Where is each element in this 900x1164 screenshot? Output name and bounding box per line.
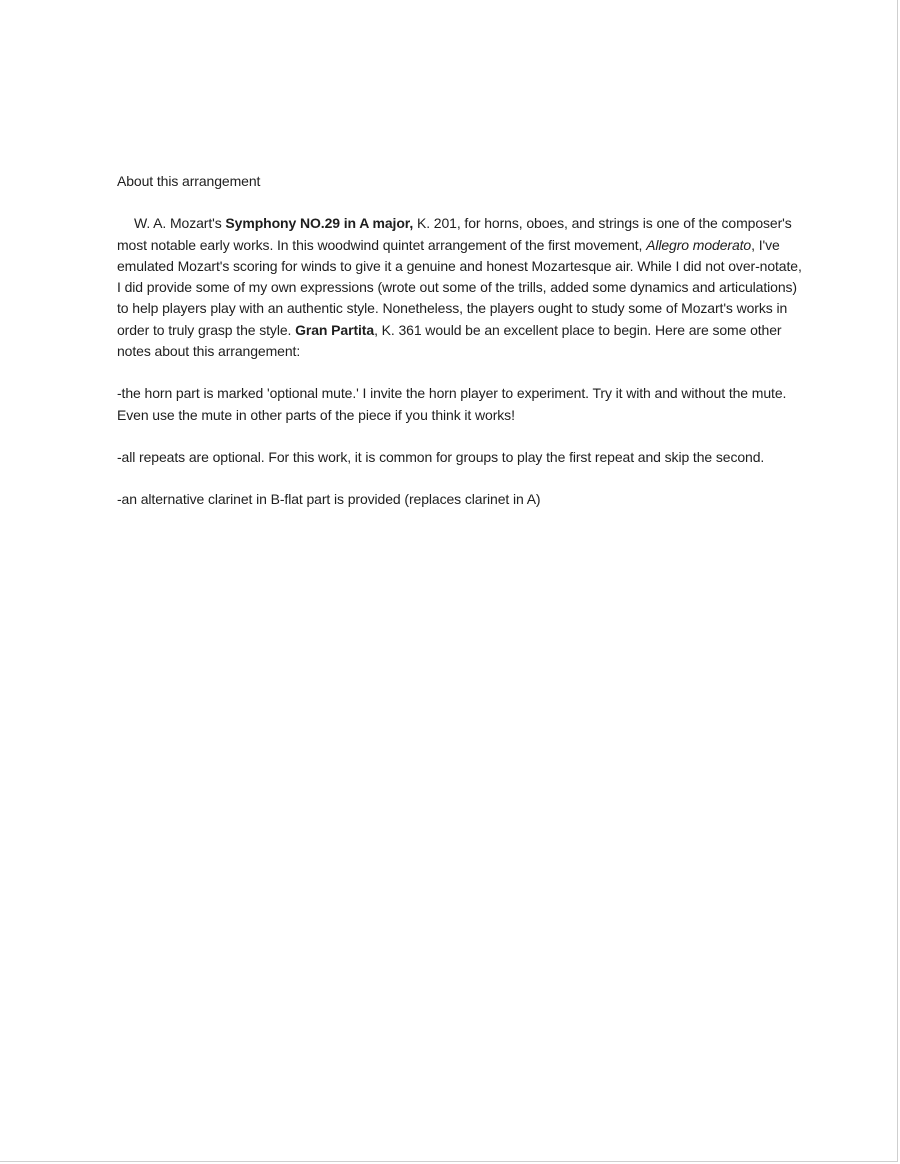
- note-repeats: -all repeats are optional. For this work, it is common for groups to play the first repeat and skip the second.: [117, 448, 765, 465]
- intro-text-2: K. 201, for horns, oboes, and strings is one of the composer's most notable early works. In this woodwind quintet arrangement of the first movement,: [117, 215, 792, 253]
- intro-paragraph: [117, 213, 807, 362]
- gran-partita-title: Gran Partita: [295, 321, 375, 338]
- note-horn-mute: -the horn part is marked 'optional mute.' I invite the horn player to experiment. Try it with and without the mute. Even use the mute in other parts of the piece if you think it works!: [117, 385, 787, 423]
- note-clarinet: -an alternative clarinet in B-flat part is provided (replaces clarinet in A): [117, 491, 541, 508]
- intro-text-1: W. A. Mozart's: [134, 215, 226, 232]
- intro-text-4: , K. 361 would be an excellent place to begin. Here are some other notes about this arrangement:: [117, 321, 782, 360]
- movement-title: Allegro moderato: [646, 236, 752, 253]
- document-body: [117, 171, 807, 532]
- intro-text-3: , I've emulated Mozart's scoring for winds to give it a genuine and honest Mozartesque air. While I did not over-notate, I did provide some of my own expressions (wrote out some of the trills, added some dynamics and articulations) to help players play with an authentic style. Nonetheless, the players ought to study some of Mozart's works in order to truly grasp the style.: [117, 236, 802, 338]
- section-heading: About this arrangement: [117, 173, 261, 189]
- symphony-title: Symphony NO.29 in A major,: [225, 215, 414, 232]
